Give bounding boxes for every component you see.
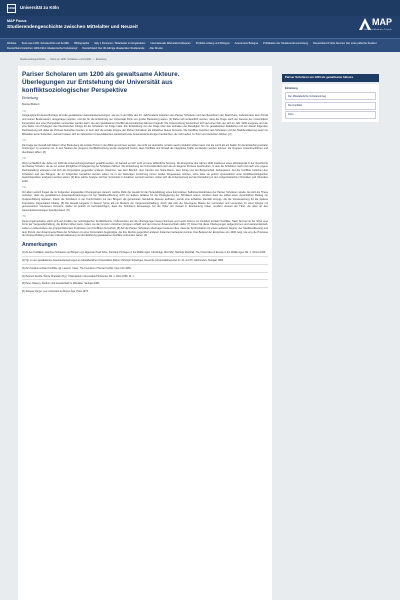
sidebar-link[interactable]: Fazit bbox=[285, 111, 376, 119]
map-logo[interactable] bbox=[359, 18, 392, 30]
nav-item[interactable]: Internationale Werkstatt-Kolloquien bbox=[150, 42, 191, 45]
content-area bbox=[0, 52, 400, 600]
divider bbox=[22, 287, 268, 288]
site-title[interactable]: Studierendengeschichte zwischen Mittelalter und Neuzeit bbox=[7, 24, 138, 30]
breadcrumb-separator-icon: › bbox=[47, 58, 49, 61]
sidebar-section bbox=[282, 84, 379, 122]
divider bbox=[22, 279, 268, 280]
map-focus-label: MAP Focus bbox=[7, 19, 27, 23]
nav-item[interactable]: Website bbox=[7, 42, 17, 45]
footnote: [2] Vgl. zu den gewaltsamen Auseinandersetzungen an mittelalterlichen Universitäten Rainer Christoph Schwinges, Deutsche Universitätsbesucher im 14. und 15. Jahrhundert, Stuttgart 1986. bbox=[22, 258, 224, 262]
table-of-contents-sidebar bbox=[282, 74, 379, 122]
article-author[interactable]: Marcel Bubert bbox=[22, 102, 40, 107]
nav-item[interactable]: Publikation der Studierendenvertretung bbox=[263, 42, 309, 45]
nav-item[interactable]: Texte aus 1200: Schulen/Kirk und Konflikt bbox=[21, 42, 70, 45]
footnote: [1] Zu den Konflikten zwischen Scholaren und Bürgern vgl. allgemein Pearl Kibre, Scholarly Privileges in the Middle Ages, Cambridge, MA 1962; Hastings Rashdall, The Universities of Europe in the Middle Ages, Bd. 1, Oxford 1936. bbox=[22, 250, 266, 254]
article-paragraph: Wenn schließlich die Jahre um 1200 als Untersuchungszeitraum gewählt werden, so handelt es sich nicht um eine willkürliche Setzung. Die Ereignisse des Jahres 1200 markieren einen Wendepunkt in der Geschichte der Pariser Schulen, da sie zur ersten königlichen Privilegierung der Scholaren führten. Die Entstehung der Universität lässt sich als ein längerer Prozess beschreiben, in dem die Scholaren nach und nach eine eigene Rechtsstellung erlangten und sich als Korporation gegenüber anderen Instanzen, wie dem Bischof, dem Kanzler von Notre-Dame, dem König und der Bürgerschaft, behaupteten. Auf die Konflikte zwischen den Scholaren und den Bürgern, die im Folgenden betrachtet werden sollen, ist in der bisherigen Forschung immer wieder hingewiesen worden, ohne dass sie jedoch systematisch unter konfliktsoziologischen Gesichtspunkten analysiert worden wären. [4] Eine solche Analyse soll hier zumindest in Ansätzen versucht werden, wobei sich die Untersuchung auf die Darstellung in den zeitgenössischen Chroniken und Urkunden stützt. bbox=[22, 161, 268, 183]
nav-item[interactable]: Deutschland: Der 30-Jährige Akademiker-Studierende bbox=[82, 47, 145, 50]
divider bbox=[22, 264, 268, 265]
sidebar-current-section[interactable]: Einleitung bbox=[285, 86, 298, 90]
nav-item[interactable]: Portfolio-Anfang und Bologna bbox=[195, 42, 230, 45]
article-subtitle: Einleitung bbox=[22, 95, 38, 100]
notes-heading: Anmerkungen bbox=[22, 241, 57, 248]
main-navigation bbox=[0, 38, 400, 52]
paragraph-number: <1> bbox=[22, 110, 27, 114]
map-logo-subtitle: Mittelalter Akademie Projekte bbox=[363, 29, 392, 31]
divider bbox=[22, 272, 268, 273]
breadcrumb-item[interactable]: Paris um 1200: Scholaren und Konflikt bbox=[50, 58, 92, 61]
breadcrumb bbox=[20, 58, 106, 61]
article-paragraph: Diese Argumentation stützt sich auf Ansätze der soziologischen Konflikttheorie, insbesondere auf die Überlegungen Georg Simmels und Lewis Cosers zur Funktion sozialer Konflikte. Nach Simmel ist der Streit eine Form der Vergesellschaftung, die Einheit stiften kann, indem sie die Grenzen zwischen Gruppen schärft und den inneren Zusammenhalt stärkt. [7] Coser hat diese Überlegungen aufgenommen und weiterentwickelt, wobei er insbesondere die gruppenbildenden Funktionen von Konflikten hervorhob. [8] Auf die Pariser Scholaren übertragen bedeutet dies, dass die Konfrontation mit einem äußeren Gegner, der Stadtbevölkerung und dem Prévôt, den Zusammenschluss der Scholaren zu einer Korporation begünstigte, die ihre Rechte gegenüber anderen Instanzen behaupten konnte. Das Beispiel der Ereignisse von 1200 zeigt, wie eng die Prozesse der Gruppenbildung und der Institutionalisierung mit der Erfahrung gewaltsamer Konflikte verbunden waren. [9] bbox=[22, 219, 268, 238]
nav-item[interactable]: Alte Drucke bbox=[149, 47, 163, 50]
paragraph-number: <2> bbox=[22, 139, 27, 143]
breadcrumb-separator-icon: › bbox=[93, 58, 94, 61]
article-panel bbox=[18, 66, 272, 600]
footnote: [5] Peter Classen, Studium und Gesellschaft im Mittelalter, Stuttgart 1983. bbox=[22, 282, 100, 286]
paragraph-number: <3> bbox=[22, 157, 27, 161]
article-title: Pariser Scholaren um 1200 als gewaltsame Akteure. Überlegungen zur Entstehung der Universität aus konfliktsoziologischer Perspektive bbox=[22, 71, 180, 94]
footnote: [6] Jacques Verger, Les universités au Moyen Âge, Paris 1973. bbox=[22, 290, 89, 294]
sidebar-link[interactable]: Die Konflikte bbox=[285, 102, 376, 110]
sidebar-header[interactable]: Pariser Scholaren um 1200 als gewaltsame Akteure bbox=[282, 74, 379, 82]
paragraph-number: <4> bbox=[22, 186, 27, 190]
divider bbox=[22, 256, 268, 257]
nav-item[interactable]: Deutschland Frühe Neuzeit: Der erste jüdische Student bbox=[313, 42, 377, 45]
map-logo-text: MAP bbox=[372, 17, 392, 27]
nav-item[interactable]: Autorentext Bologna bbox=[234, 42, 259, 45]
sidebar-link[interactable]: Der Mittelalterliche Scholarenkrieg bbox=[285, 92, 376, 100]
article-paragraph: Ausgangspunkt dieses Beitrags sind die gewaltsamen Auseinandersetzungen, wie sie in der Mitte des 13. Jahrhunderts zwischen den Pariser Scholaren und den Bewohnern der Stadt Paris, insbesondere dem Prévôt und seinen Bediensteten, ausgetragen wurden, und die für die Entstehung der Universität Paris von großer Bedeutung waren. [1] Dabei soll verdeutlicht werden, dass die Frage nach der Genese der universitären Korporation aus einer Perspektive verstanden werden kann, die den gewaltsamen Konflikt als konstitutives Element begreift. Die Untersuchung konzentriert sich auf einen Fall, der sich im Jahr 1200 ereignete und der eine Reihe von Privilegien des französischen Königs für die Scholaren zur Folge hatte. Die Entwicklung von der Klage über das Verhalten der Beteiligten hin zur gewaltsamen Eskalation und der darauf folgenden Rechtsetzung soll dabei als Prozess betrachtet werden, in dem sich die soziale Gruppe der Pariser Scholaren als kollektiver Akteur formierte. Die Konflikte zwischen den Scholaren und der Stadtbevölkerung waren im Mittelalter keine Seltenheit, vielmehr lassen sich an zahlreichen Universitätsorten wiederkehrende Auseinandersetzungen beobachten, die nicht selten zu Toten und Verletzten führten. [2] bbox=[22, 114, 268, 136]
university-name[interactable]: Universität zu Köln bbox=[20, 5, 59, 11]
footnote: [3] Zur Funktion sozialer Konflikte vgl. Lewis A. Coser, The Functions of Social Conflict, New York 1956. bbox=[22, 266, 132, 270]
site-banner bbox=[0, 16, 400, 38]
article-paragraph: Vor allem jedoch fragen die im Folgenden angestellten Überlegungen danach, welche Rolle die Gewalt für die Herausbildung eines korporativen Selbstverständnisses der Pariser Scholaren spielte. Es wird die These vertreten, dass die gewaltsamen Auseinandersetzungen mit der Stadtbevölkerung nicht nur äußere Anlässe für die Privilegierung der Scholaren waren, sondern dass sie selbst einen wesentlichen Beitrag zur Gruppenbildung leisteten. Indem die Scholaren in der Konfrontation mit den Bürgern als gemeinsam handelnde Akteure auftraten, wurde eine kollektive Identität erzeugt, die die Voraussetzung für die spätere korporative Organisation bildete. [5] Die Gewalt fungierte in diesem Sinne als ein Medium der Vergemeinschaftung, durch das sich die heterogene Masse der Lehrenden und Lernenden zu einer Gruppe mit gemeinsamen Interessen formierte. Dabei ist jedoch zu berücksichtigen, dass die Scholaren keineswegs nur als Opfer der Gewalt in Erscheinung traten, sondern ebenso als Täter, die aktiv an den Auseinandersetzungen beteiligt waren. [6] bbox=[22, 190, 268, 212]
breadcrumb-item: Einleitung bbox=[95, 58, 107, 61]
top-bar bbox=[0, 0, 400, 16]
footnote: [4] Heinrich Denifle / Émile Chatelain (Hg.), Chartularium Universitatis Parisiensis, Bd. 1, Paris 1889, Nr. 1. bbox=[22, 274, 135, 278]
nav-item[interactable]: Bibliographie bbox=[74, 42, 90, 45]
nav-item[interactable]: Deutschland zwischen 1900-1914: Akademische Kulturkampf bbox=[7, 47, 78, 50]
university-logo[interactable]: UDB bbox=[7, 4, 16, 13]
paragraph-number: <5> bbox=[22, 215, 27, 219]
article-paragraph: Die Frage der Gewalt soll dabei in ihrer Bedeutung als soziale Praxis in den Blick genommen werden, die nicht nur destruktiv, sondern auch produktiv wirken kann und die somit als ein Faktor für die Entstehung sozialer Ordnungen zu verstehen ist. In den Studien der jüngeren Konfliktforschung wurde wiederholt betont, dass Konflikte und Gewalt als integrative Kräfte verstanden werden können, die Gruppen zusammenführen und Identitäten stiften. [3] bbox=[22, 143, 268, 154]
nav-item[interactable]: Italy 1 Personen / Mitarbeiter im Registration bbox=[94, 42, 146, 45]
breadcrumb-item[interactable]: Studierendengeschichte bbox=[20, 58, 46, 61]
